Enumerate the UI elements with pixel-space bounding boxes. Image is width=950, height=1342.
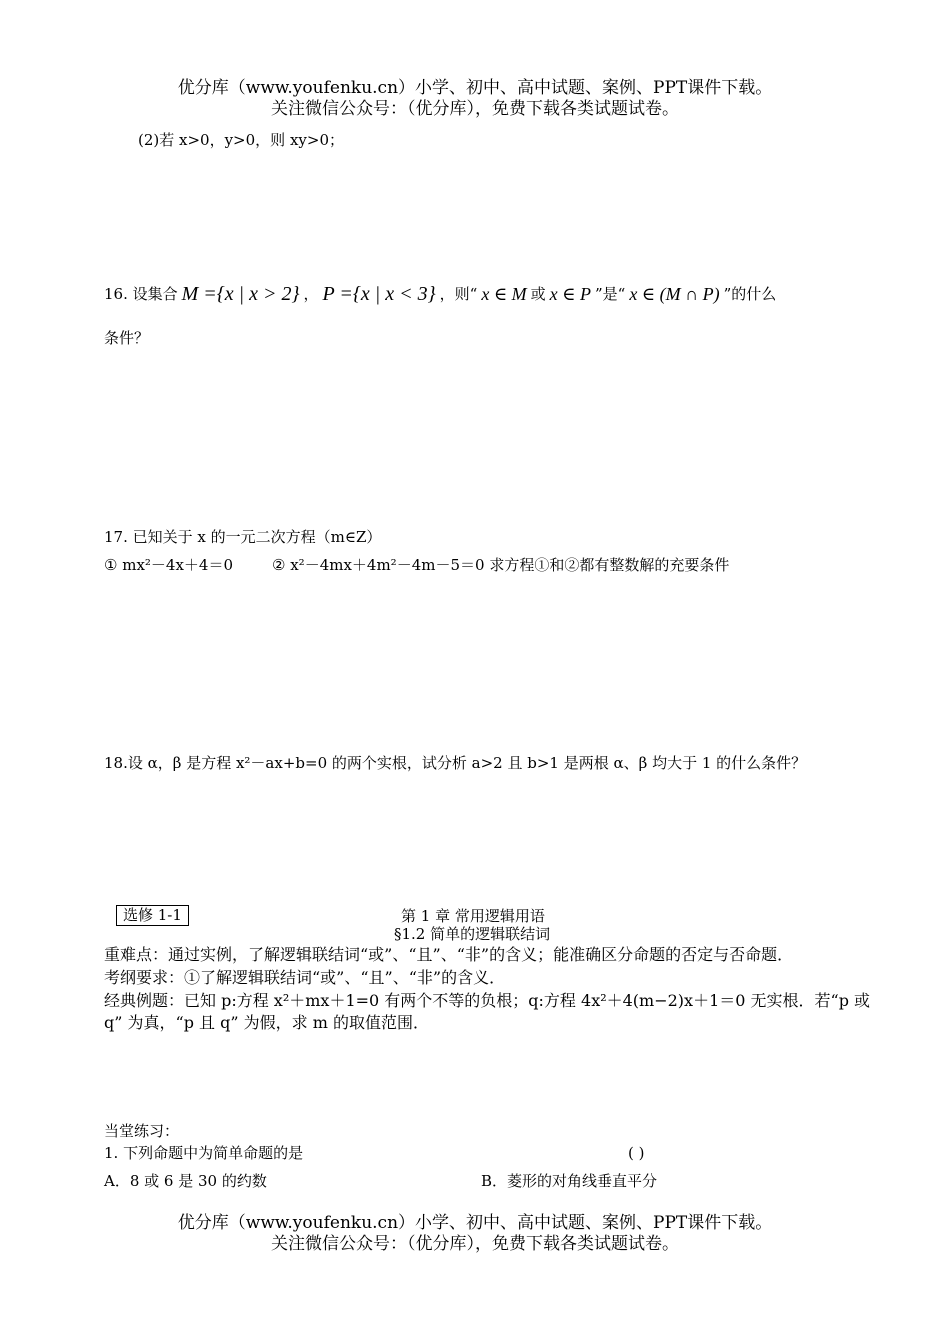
course-box-label: 选修 1-1	[116, 905, 189, 926]
practice-heading: 当堂练习：	[104, 1122, 180, 1140]
problem-16	[104, 285, 776, 303]
problem-16-or: 或	[530, 285, 546, 303]
problem-15-part-2: (2)若 x>0，y>0，则 xy>0；	[138, 131, 344, 149]
problem-17-equation-2: ② x²－4mx＋4m²－4m－5＝0 求方程①和②都有整数解的充要条件	[272, 556, 730, 574]
example-problem-line-1: 经典例题：已知 p:方程 x²＋mx＋1=0 有两个不等的负根；q:方程 4x²＋4(m−2)x＋1＝0 无实根．若“p 或	[104, 991, 871, 1010]
problem-16-then: ，则“	[439, 285, 478, 303]
set-m-definition: M ={x | x > 2}	[181, 283, 300, 305]
footer-line-1: 优分库（www.youfenku.cn）小学、初中、高中试题、案例、PPT课件下载。	[177, 1213, 773, 1233]
footer-line-2: 关注微信公众号：（优分库），免费下载各类试题试卷。	[271, 1234, 679, 1254]
condition-x-in-intersection: x ∈ (M ∩ P)	[629, 284, 720, 304]
set-p-definition: P ={x | x < 3}	[322, 283, 436, 305]
option-a: A．8 或 6 是 30 的约数	[104, 1172, 267, 1190]
problem-18: 18.设 α，β 是方程 x²－ax+b=0 的两个实根，试分析 a>2 且 b>1 是两根 α、β 均大于 1 的什么条件？	[104, 754, 807, 772]
condition-x-in-p: x ∈ P	[549, 284, 591, 304]
section-title: §1.2 简单的逻辑联结词	[394, 925, 551, 943]
answer-bracket: ( )	[628, 1144, 645, 1162]
condition-x-in-m: x ∈ M	[481, 284, 527, 304]
header-line-2: 关注微信公众号：（优分库），免费下载各类试题试卷。	[271, 99, 679, 119]
problem-17-equation-1: ① mx²－4x＋4＝0	[104, 556, 234, 574]
option-b: B．菱形的对角线垂直平分	[481, 1172, 658, 1190]
header-line-1: 优分库（www.youfenku.cn）小学、初中、高中试题、案例、PPT课件下载。	[177, 78, 773, 98]
problem-17-line-1: 17. 已知关于 x 的一元二次方程（m∈Z）	[104, 528, 382, 546]
syllabus-requirements: 考纲要求：①了解逻辑联结词“或”、“且”、“非”的含义．	[104, 968, 506, 987]
difficulty-points: 重难点：通过实例，了解逻辑联结词“或”、“且”、“非”的含义；能准确区分命题的否定与否命题．	[104, 945, 794, 964]
problem-16-is: ”是“	[594, 285, 626, 303]
example-problem-line-2: q” 为真，“p 且 q” 为假，求 m 的取值范围．	[104, 1013, 429, 1032]
problem-16-lead: 16. 设集合	[104, 285, 178, 303]
chapter-title: 第 1 章 常用逻辑用语	[401, 907, 545, 925]
problem-16-line-2: 条件？	[104, 329, 150, 347]
practice-question-1: 1. 下列命题中为简单命题的是	[104, 1144, 304, 1162]
problem-16-comma: ，	[303, 285, 319, 303]
problem-16-tail: ”的什么	[723, 285, 777, 303]
